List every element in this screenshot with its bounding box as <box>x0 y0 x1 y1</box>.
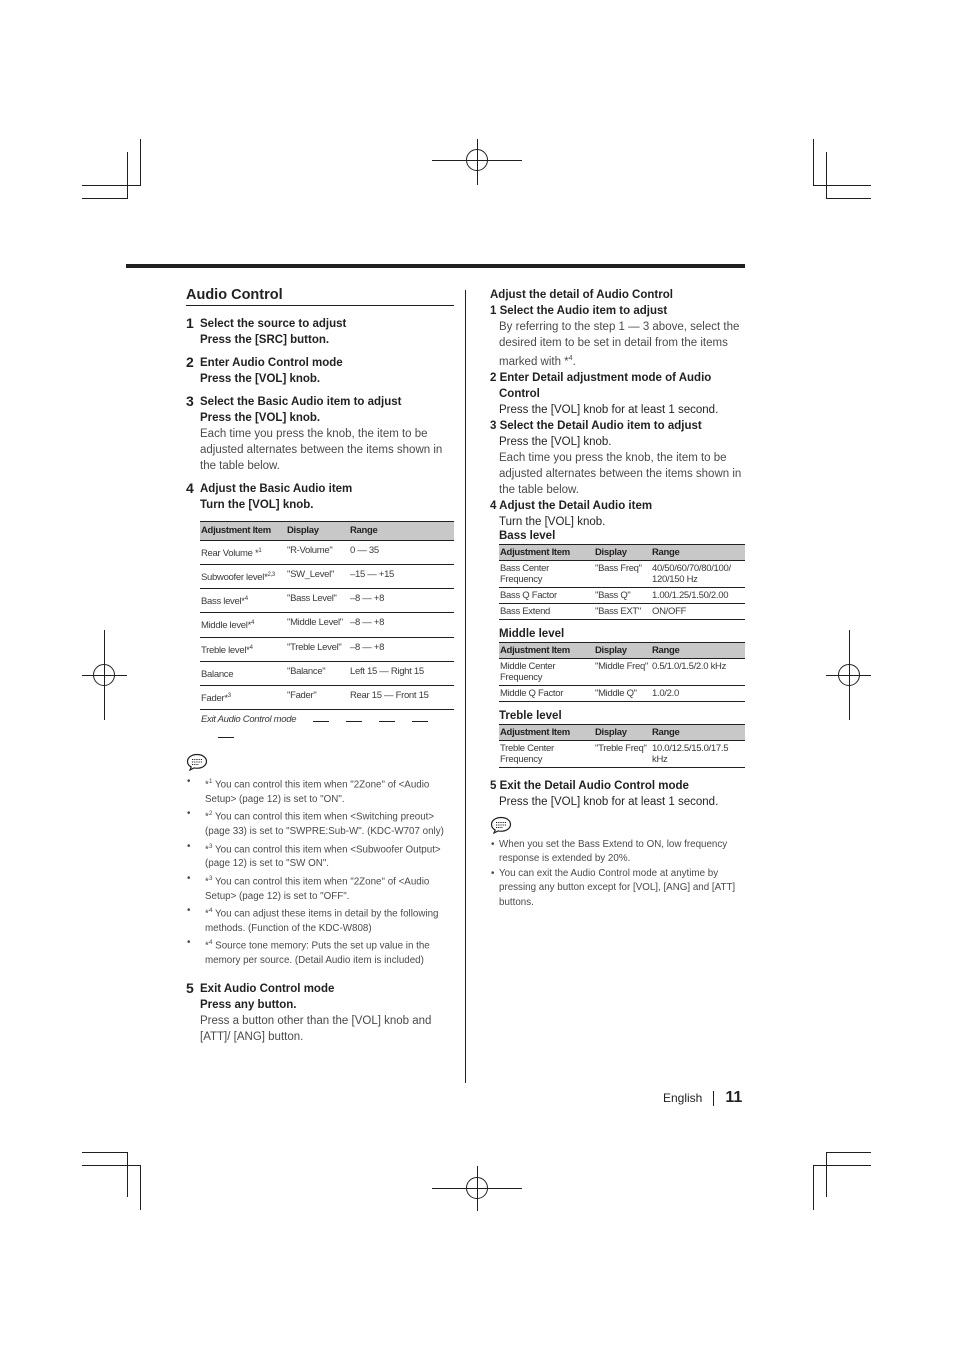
table-cell: Bass Extend <box>499 603 594 619</box>
page-footer <box>663 1089 742 1107</box>
top-rule <box>126 264 745 268</box>
table-row <box>200 613 454 637</box>
table-cell: –8 — +8 <box>349 613 454 637</box>
right-column: Adjust the detail of Audio Control 1 Select the Audio item to adjust By referring to the step 1 — 3 above, select the desired item to be set in detail from the items marked with *$^4$. 2 Enter Detail adjustment mode of Audio Control Press the [VOL] knob for at least 1 second. 3 Select the Detail Audio item to adjust Press the [VOL] knob. Each time you press the knob, the item to be adjusted alternates between the items shown in the table below. 4 Adjust the Detail Audio item Turn the [VOL] knob. Bass level Adjustment Item Display Range Bass Center Frequency "Bass Freq" 40/50/60/70/80/100/ 120/150 Hz Bass Q Factor "Bass Q" 1.00/1.25/1.50/2.00 Bass Extend "Bass EXT" ON/OFF Middle level Adjustment Item Display Range Middle Center Frequency "Middle Freq" 0.5/1.0/1.5/2.0 kHz Middle Q Factor "Middle Q" 1.0/2.0 Treble level Adjustment Item Display Range Treble Center Frequency "Treble Freq" 10.0/12.5/15.0/17.5 kHz 5 Exit the Detail Audio Control mode Press the [VOL] knob for at least 1 second. • When you set the Bass Extend to ON, low frequency response is extended by 20%. • You can exit the Audio Control mode at anytime by pressing any button except for [VOL], [ANG] and [ATT] buttons. <box>490 287 745 910</box>
table-cell: –8 — +8 <box>349 589 454 613</box>
table-row <box>200 541 454 565</box>
detail-step-1-body: By referring to the step 1 — 3 above, select the desired item to be set in detail from the items marked with *$^4$. <box>499 321 740 368</box>
note-item: • *$^4$ You can adjust these items in detail by the following methods. (Function of the KDC-W808) <box>186 904 454 936</box>
table-row <box>499 658 745 685</box>
bass-level-title: Bass level <box>499 529 556 542</box>
table-row <box>499 587 745 603</box>
table-cell: Balance <box>200 661 286 685</box>
detail-title: Adjust the detail of Audio Control <box>490 289 673 301</box>
table-header: Range <box>651 642 745 658</box>
detail-step-2: 2 Enter Detail adjustment mode of Audio <box>490 371 712 384</box>
notes-list <box>186 775 454 969</box>
table-cell: "Bass Freq" <box>594 560 651 587</box>
note-icon <box>186 753 208 771</box>
table-cell: "R-Volume" <box>286 541 349 565</box>
table-row <box>200 661 454 685</box>
table-cell: "Bass Q" <box>594 587 651 603</box>
table-cell: "Bass EXT" <box>594 603 651 619</box>
step-3: 3 Select the Basic Audio item to adjust Press the [VOL] knob. Each time you press the knob, the item to be adjusted alternates between the items shown in the table below. <box>186 393 443 472</box>
table-cell: "Balance" <box>286 661 349 685</box>
table-cell: "Bass Level" <box>286 589 349 613</box>
table-cell: Exit Audio Control mode <box>200 710 454 747</box>
table-header: Range <box>651 544 745 560</box>
table-cell: Middle level*$^4$ <box>200 613 286 637</box>
table-cell: Middle Q Factor <box>499 685 594 701</box>
table-header: Adjustment Item <box>499 724 594 740</box>
table-row <box>499 560 745 587</box>
detail-step-1: 1 Select the Audio item to adjust <box>490 305 668 317</box>
treble-level-table <box>499 724 745 768</box>
table-header: Adjustment Item <box>499 544 594 560</box>
table-cell: Middle Center Frequency <box>499 658 594 685</box>
note-item: • *$^2$ You can control this item when <Switching preout> (page 33) is set to "SWPRE:Sub-W". (KDC-W707 only) <box>186 807 454 839</box>
table-header: Display <box>594 544 651 560</box>
page-number: 11 <box>725 1089 743 1106</box>
table-cell: Bass Q Factor <box>499 587 594 603</box>
table-cell: Fader*$^3$ <box>200 685 286 709</box>
table-cell: 1.0/2.0 <box>651 685 745 701</box>
detail-step-3: 3 Select the Detail Audio item to adjust <box>490 419 702 432</box>
table-cell: 0 — 35 <box>349 541 454 565</box>
table-cell: 40/50/60/70/80/100/ 120/150 Hz <box>651 560 745 587</box>
table-cell: –8 — +8 <box>349 637 454 661</box>
table-cell: Subwoofer level*$^{2,3}$ <box>200 565 286 589</box>
detail-step-4: 4 Adjust the Detail Audio item <box>490 499 653 512</box>
table-row-exit <box>200 710 454 747</box>
table-cell: ON/OFF <box>651 603 745 619</box>
table-cell: Treble level*$^4$ <box>200 637 286 661</box>
table-header: Display <box>594 724 651 740</box>
table-cell: Left 15 — Right 15 <box>349 661 454 685</box>
table-cell: "Treble Freq" <box>594 740 651 767</box>
section-title: Audio Control <box>186 287 454 306</box>
note-item: • *$^1$ You can control this item when "2Zone" of <Audio Setup> (page 12) is set to "ON". <box>186 775 454 807</box>
table-header: Display <box>286 522 349 541</box>
footer-language: English <box>663 1091 703 1105</box>
table-cell: "SW_Level" <box>286 565 349 589</box>
table-cell: 1.00/1.25/1.50/2.00 <box>651 587 745 603</box>
table-row <box>200 565 454 589</box>
table-header: Adjustment Item <box>200 522 286 541</box>
note-item: • *$^3$ You can control this item when "2Zone" of <Audio Setup> (page 12) is set to "OFF". <box>186 872 454 904</box>
step-4: 4 Adjust the Basic Audio item Turn the [VOL] knob. Adjustment Item Display Range Rear Volume *$^1$ "R-Volume" 0 — 35 Subwoofer level*$^{2,3}$ "SW_Level" –15 — +15 Bass level*$^4$ "Bass Level" –8 — +8 Middle level*$^4$ "Middle Level" –8 — +8 Treble level*$^4$ "Treble Level" –8 — +8 Balance "Balance" Left 15 — Right 15 Fader*$^3$ "Fader" Rear 15 — Front 15 Exit Audio Control mode <box>186 481 454 746</box>
table-header: Display <box>594 642 651 658</box>
detail-step-5: 5 Exit the Detail Audio Control mode <box>490 779 689 792</box>
middle-level-title: Middle level <box>499 627 565 640</box>
step-1: 1 Select the source to adjust Press the [SRC] button. <box>186 315 347 346</box>
table-cell: Rear 15 — Front 15 <box>349 685 454 709</box>
table-cell: Bass level*$^4$ <box>200 589 286 613</box>
column-divider <box>465 290 466 1083</box>
table-cell: 10.0/12.5/15.0/17.5 kHz <box>651 740 745 767</box>
treble-level-title: Treble level <box>499 709 562 722</box>
left-column <box>186 287 454 1052</box>
table-header: Adjustment Item <box>499 642 594 658</box>
table-cell: –15 — +15 <box>349 565 454 589</box>
table-cell: "Treble Level" <box>286 637 349 661</box>
step-2: 2 Enter Audio Control mode Press the [VOL] knob. <box>186 354 343 385</box>
bass-level-table <box>499 544 745 620</box>
table-row <box>499 603 745 619</box>
table-header: Range <box>349 522 454 541</box>
note-item: • *$^3$ You can control this item when <Subwoofer Output> (page 12) is set to "SW ON". <box>186 840 454 872</box>
table-cell: Bass Center Frequency <box>499 560 594 587</box>
basic-audio-table <box>200 521 454 746</box>
table-row <box>499 685 745 701</box>
table-row <box>200 685 454 709</box>
table-cell: "Fader" <box>286 685 349 709</box>
note-icon <box>490 816 512 834</box>
table-cell: 0.5/1.0/1.5/2.0 kHz <box>651 658 745 685</box>
note-item: • When you set the Bass Extend to ON, low frequency response is extended by 20%. <box>490 838 745 867</box>
table-header: Range <box>651 724 745 740</box>
table-cell: Treble Center Frequency <box>499 740 594 767</box>
table-cell: Rear Volume *$^1$ <box>200 541 286 565</box>
table-row <box>200 589 454 613</box>
note-item: • *$^4$ Source tone memory: Puts the set up value in the memory per source. (Detail Audio item is included) <box>186 936 454 968</box>
middle-level-table <box>499 642 745 702</box>
step-5: 5 Exit Audio Control mode Press any button. Press a button other than the [VOL] knob and [ATT]/ [ANG] button. <box>186 979 432 1043</box>
table-row <box>499 740 745 767</box>
table-cell: "Middle Level" <box>286 613 349 637</box>
notes-list <box>490 838 745 911</box>
table-cell: "Middle Freq" <box>594 658 651 685</box>
table-cell: "Middle Q" <box>594 685 651 701</box>
table-row <box>200 637 454 661</box>
note-item: • You can exit the Audio Control mode at anytime by pressing any button except for [VOL], [ANG] and [ATT] buttons. <box>490 867 745 911</box>
